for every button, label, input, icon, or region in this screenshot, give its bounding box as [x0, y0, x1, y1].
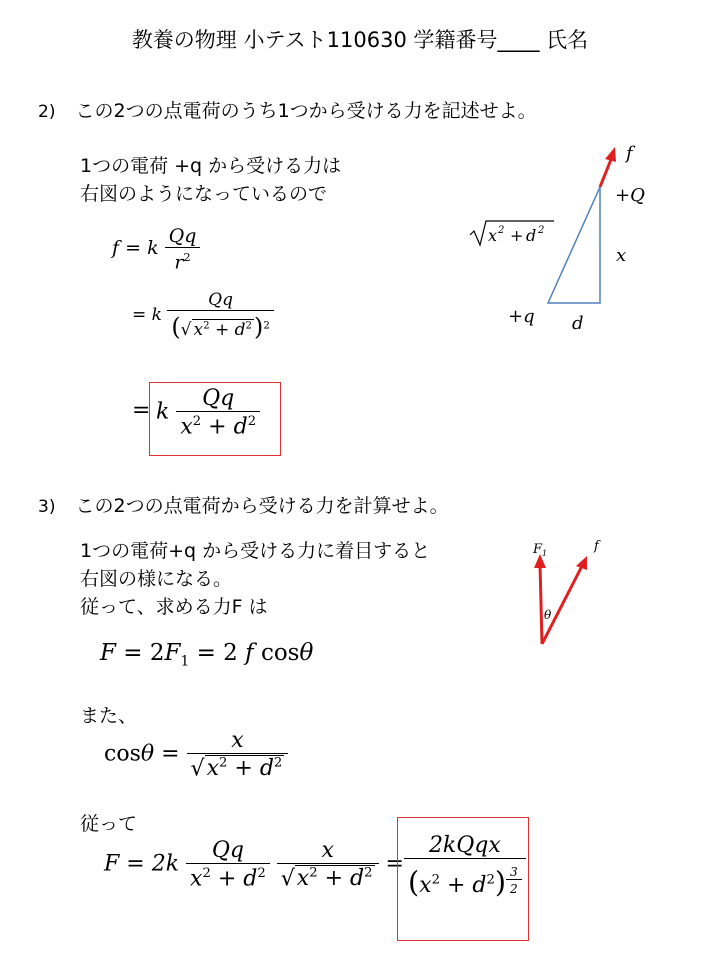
- svg-text:2: 2: [538, 225, 545, 236]
- equation-result-eq: =: [132, 398, 151, 423]
- equation-coulomb: f = k $\frac{Qq}{r^2}$: [112, 225, 200, 273]
- label-F1-sub: 1: [542, 549, 548, 558]
- label-f: f: [626, 143, 633, 164]
- force-arrow-F1: [540, 564, 542, 644]
- label-hypotenuse: [470, 221, 554, 245]
- question-text: この2つの点電荷から受ける力を計算せよ。: [75, 495, 449, 517]
- explanation-line: 右図の様になる。: [80, 568, 233, 590]
- triangle-diagram: [460, 135, 680, 345]
- label-plus-q: +q: [508, 306, 535, 327]
- explanation-line: 1つの電荷 +q から受ける力は: [80, 155, 342, 177]
- equation-substitution: = k $\frac{Qq}{(√ x^2 + d^2)^2}$: [132, 290, 274, 341]
- svg-text:d: d: [526, 226, 537, 245]
- label-theta: θ: [544, 608, 552, 622]
- label-F1: F: [533, 542, 543, 557]
- vector-diagram: [520, 530, 630, 660]
- force-arrow-f: [600, 157, 612, 187]
- equation-final-result: 2kQqx $(x^2 + d^2)$ $\frac{3}{2}$: [404, 833, 526, 899]
- equation-cos: cosθ = $\frac{x}{√x^2 + d^2}$: [104, 728, 288, 781]
- label-x: x: [616, 245, 627, 266]
- svg-text:x: x: [488, 226, 498, 245]
- arrowhead: [605, 147, 616, 162]
- explanation-line: 右図のようになっているので: [80, 183, 328, 205]
- svg-text:+: +: [510, 226, 524, 245]
- shitagatte-text: 従って: [80, 813, 138, 835]
- mata-text: また、: [80, 705, 138, 727]
- question-number: 2): [38, 102, 56, 122]
- page-title: 教養の物理 小テスト110630 学籍番号____ 氏名: [131, 28, 589, 52]
- svg-text:2: 2: [498, 225, 505, 236]
- force-triangle: [548, 187, 600, 303]
- equation-result: k $\frac{Qq}{x^2 + d^2}$: [156, 386, 260, 439]
- explanation-line: 1つの電荷+q から受ける力に着目すると: [80, 540, 431, 562]
- force-arrow-f: [542, 566, 582, 644]
- question-3: [38, 492, 449, 521]
- label-plus-Q: +Q: [615, 185, 645, 206]
- equation-total-force: $F = 2F_1 = 2$ f cosθ: [100, 640, 314, 670]
- label-f: f: [594, 539, 599, 554]
- question-number: 3): [38, 497, 56, 517]
- equation-final: F = 2k $\frac{Qq}{x^2 + d^2}$ $\frac{x}{√x^2 + d^2}$ =: [104, 838, 404, 892]
- explanation-line: 従って、求める力F は: [80, 596, 268, 618]
- label-d: d: [572, 313, 584, 334]
- question-text: この2つの点電荷のうち1つから受ける力を記述せよ。: [75, 100, 537, 122]
- question-2: [38, 97, 537, 126]
